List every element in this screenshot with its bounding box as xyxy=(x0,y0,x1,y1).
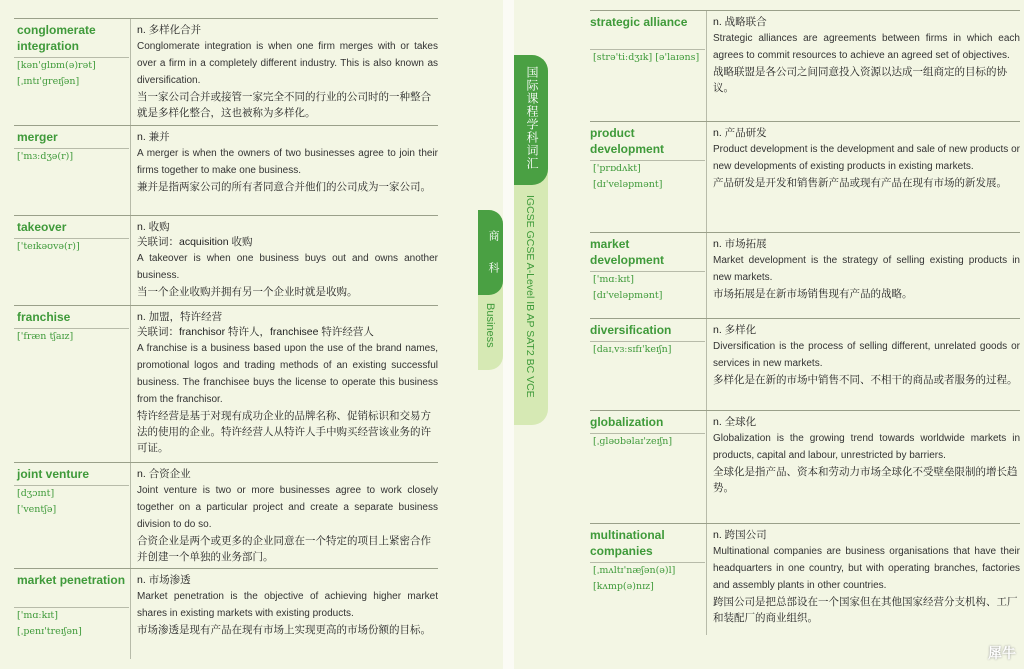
entry-phonetics xyxy=(14,238,129,255)
glossary-entry xyxy=(14,18,438,126)
definition-en: Diversification is the process of selling different, unrelated goods or services in new markets. xyxy=(713,341,1020,369)
page-gutter xyxy=(503,0,514,669)
phonetic-text: [kʌmp(ə)nɪz] xyxy=(593,581,654,592)
definition-zh: 产品研发是开发和销售新产品或现有产品在现有市场的新发展。 xyxy=(713,177,1007,189)
entry-phonetics xyxy=(590,562,705,595)
entry-phonetics xyxy=(590,49,705,66)
definition-en: Product development is the development and sale of new products or new developments of existing products in existing markets. xyxy=(713,144,1020,172)
part-of-speech: n. 多样化 xyxy=(713,324,757,336)
phonetic-text: ['mɑːkɪt] xyxy=(593,274,634,285)
watermark: 犀牛 xyxy=(988,645,1016,661)
entry-phonetics xyxy=(14,328,129,345)
phonetic-text: ['prɒdʌkt] xyxy=(593,163,641,174)
definition-zh: 当一家公司合并或接管一家完全不同的行业的公司时的一种整合就是多样化整合，这也被称为多样化。 xyxy=(137,91,431,119)
subject-zh-1: 商 xyxy=(487,230,499,241)
subject-tab xyxy=(478,210,503,295)
part-of-speech: n. 多样化合并 xyxy=(137,24,202,36)
definition-zh: 市场拓展是在新市场销售现有产品的战略。 xyxy=(713,288,913,300)
phonetic-text: ['mɜːdʒə(r)] xyxy=(17,151,74,162)
curriculum-list: IGCSE GCSE A-Level IB AP SAT2 BC VCE xyxy=(524,195,536,398)
phonetic-text: ['teɪkəʊvə(r)] xyxy=(17,241,80,252)
definition-zh: 合资企业是两个或更多的企业同意在一个特定的项目上紧密合作并创建一个单独的业务部门。 xyxy=(137,535,431,563)
entry-term: market penetration xyxy=(17,573,126,587)
curriculum-title: 国际课程学科词汇 xyxy=(525,66,539,170)
entry-definition xyxy=(706,11,1020,122)
phonetic-text: [ˌmʌltɪ'næʃən(ə)l] xyxy=(593,565,676,576)
phonetic-text: [ˌɪntɪ'greɪʃən] xyxy=(17,76,80,87)
related-terms: 关联词：franchisor 特许人，franchisee 特许经营人 xyxy=(137,326,374,338)
entry-definition xyxy=(706,233,1020,319)
entry-term: merger xyxy=(17,130,58,144)
part-of-speech: n. 收购 xyxy=(137,221,170,233)
entry-definition xyxy=(130,216,438,306)
definition-en: Market penetration is the objective of achieving higher market shares in existing markets with existing products. xyxy=(137,591,438,619)
glossary-entry xyxy=(14,125,438,216)
subject-en: Business xyxy=(484,303,496,348)
definition-zh: 特许经营是基于对现有成功企业的品牌名称、促销标识和交易方法的使用的企业。特许经营人从特许人手中购买经营该业务的许可证。 xyxy=(137,410,431,454)
part-of-speech: n. 合资企业 xyxy=(137,468,191,480)
definition-en: Globalization is the growing trend towards worldwide markets in products, capital and labour, unrestricted by barriers. xyxy=(713,433,1020,461)
glossary-entry xyxy=(14,215,438,306)
glossary-entry xyxy=(14,568,438,659)
glossary-entry xyxy=(590,121,1020,233)
entry-term: market development xyxy=(590,237,665,267)
definition-en: Joint venture is two or more businesses agree to work closely together on a particular project and create a separate business division to do so. xyxy=(137,485,438,530)
subject-zh-2: 科 xyxy=(487,262,499,273)
entry-definition xyxy=(130,463,438,569)
entry-term: conglomerate integration xyxy=(17,23,96,53)
entry-phonetics xyxy=(14,607,129,640)
phonetic-text: [dɪ'veləpmənt] xyxy=(593,179,663,190)
entry-definition xyxy=(706,122,1020,233)
related-terms: 关联词：acquisition 收购 xyxy=(137,236,253,248)
part-of-speech: n. 全球化 xyxy=(713,416,757,428)
part-of-speech: n. 加盟，特许经营 xyxy=(137,311,223,323)
entry-phonetics xyxy=(14,148,129,165)
entry-definition xyxy=(706,411,1020,524)
entry-phonetics xyxy=(590,160,705,193)
phonetic-text: [kən'glɒm(ə)rət] xyxy=(17,60,96,71)
entry-term: multinational companies xyxy=(590,528,665,558)
entry-phonetics xyxy=(590,433,705,450)
definition-zh: 当一个企业收购并拥有另一个企业时就是收购。 xyxy=(137,286,358,298)
phonetic-text: [strə'tiːdʒɪk] [ə'laɪəns] xyxy=(593,52,700,63)
definition-en: A franchise is a business based upon the use of the brand names, promotional logos and trading methods of an existing successful business. The franchisee buys the license to operate this business from the franchisor. xyxy=(137,343,438,405)
glossary-entry xyxy=(590,232,1020,319)
definition-zh: 全球化是指产品、资本和劳动力市场全球化不受壁垒限制的增长趋势。 xyxy=(713,466,1018,494)
entry-term: franchise xyxy=(17,310,71,324)
entry-term: strategic alliance xyxy=(590,15,688,29)
part-of-speech: n. 战略联合 xyxy=(713,16,767,28)
glossary-entry xyxy=(590,523,1020,635)
definition-zh: 市场渗透是现有产品在现有市场上实现更高的市场份额的目标。 xyxy=(137,624,431,636)
entry-term: product development xyxy=(590,126,665,156)
definition-en: A takeover is when one business buys out and owns another business. xyxy=(137,253,438,281)
entry-phonetics xyxy=(14,57,129,90)
glossary-entry xyxy=(590,10,1020,122)
part-of-speech: n. 市场渗透 xyxy=(137,574,191,586)
glossary-entry xyxy=(590,318,1020,411)
right-page xyxy=(514,0,1024,669)
entry-definition xyxy=(130,126,438,216)
definition-en: Market development is the strategy of selling existing products in new markets. xyxy=(713,255,1020,283)
entry-definition xyxy=(130,306,438,463)
phonetic-text: ['mɑːkɪt] xyxy=(17,610,58,621)
phonetic-text: [ˌpenɪ'treɪʃən] xyxy=(17,626,82,637)
definition-zh: 跨国公司是把总部设在一个国家但在其他国家经营分支机构、工厂和装配厂的商业组织。 xyxy=(713,596,1018,624)
phonetic-text: [daɪˌvɜːsɪfɪ'keɪʃn] xyxy=(593,344,672,355)
phonetic-text: ['fræn tʃaɪz] xyxy=(17,331,74,342)
glossary-entry xyxy=(590,410,1020,524)
entry-term: diversification xyxy=(590,323,672,337)
entry-definition xyxy=(706,524,1020,635)
entry-term: joint venture xyxy=(17,467,90,481)
definition-en: Conglomerate integration is when one firm merges with or takes over a firm in a completely different industry. This is also known as diversification. xyxy=(137,41,438,86)
entry-definition xyxy=(130,569,438,659)
entry-phonetics xyxy=(590,341,705,358)
left-page xyxy=(0,0,503,669)
definition-zh: 战略联盟是各公司之间同意投入资源以达成一组商定的目标的协议。 xyxy=(713,66,1007,94)
glossary-entry xyxy=(14,462,438,569)
entry-term: takeover xyxy=(17,220,67,234)
entry-definition xyxy=(130,19,438,126)
definition-en: A merger is when the owners of two businesses agree to join their firms together to make one business. xyxy=(137,148,438,176)
entry-definition xyxy=(706,319,1020,411)
phonetic-text: ['ventʃə] xyxy=(17,504,57,515)
part-of-speech: n. 跨国公司 xyxy=(713,529,767,541)
phonetic-text: [ˌɡləʊbəlaɪ'zeɪʃn] xyxy=(593,436,673,447)
definition-en: Multinational companies are business organisations that have their headquarters in one country, but with operating branches, factories and assembly plants in other countries. xyxy=(713,546,1020,591)
entry-term: globalization xyxy=(590,415,664,429)
glossary-entry xyxy=(14,305,438,463)
entry-phonetics xyxy=(14,485,129,518)
phonetic-text: [dʒɔɪnt] xyxy=(17,488,55,499)
definition-zh: 兼并是指两家公司的所有者同意合并他们的公司成为一家公司。 xyxy=(137,181,431,193)
definition-zh: 多样化是在新的市场中销售不同、不相干的商品或者服务的过程。 xyxy=(713,374,1018,386)
phonetic-text: [dɪ'veləpmənt] xyxy=(593,290,663,301)
part-of-speech: n. 兼并 xyxy=(137,131,170,143)
part-of-speech: n. 产品研发 xyxy=(713,127,767,139)
definition-en: Strategic alliances are agreements between firms in which each agrees to commit resources to achieve an agreed set of objectives. xyxy=(713,33,1020,61)
part-of-speech: n. 市场拓展 xyxy=(713,238,767,250)
entry-phonetics xyxy=(590,271,705,304)
